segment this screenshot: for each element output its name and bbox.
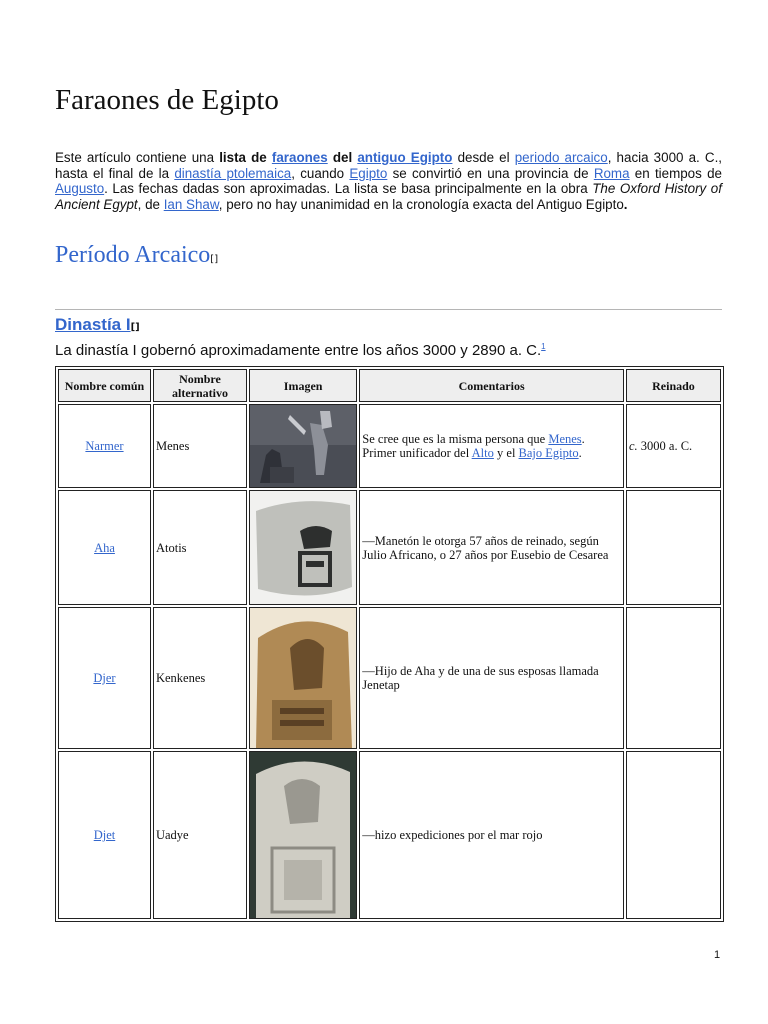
cell-alt: Uadye	[153, 751, 247, 919]
book-title: The Oxford History of Ancient Egypt	[55, 181, 722, 212]
cell-alt: Menes	[153, 404, 247, 488]
header-reinado: Reinado	[626, 369, 721, 402]
link-augusto[interactable]: Augusto	[55, 181, 105, 196]
intro-paragraph: Este artículo contiene una lista de faraones del antiguo Egipto desde el periodo arcaico, hacia 3000 a. C., hasta el final de la dinastía ptolemaica, cuando Egipto se convirtió en una provincia de Roma en tiempos de Augusto. Las fechas dadas son aproximadas. La lista se basa principalmente en la obra The Oxford History of Ancient Egypt, de Ian Shaw, pero no hay unanimidad en la cronología exacta del Antiguo Egipto.	[55, 150, 723, 212]
link-roma[interactable]: Roma	[593, 165, 630, 181]
table-row	[58, 751, 721, 919]
link-djet[interactable]: Djet	[93, 828, 116, 842]
edit-section-icon[interactable]: []	[210, 254, 219, 265]
reference-link[interactable]: 1	[541, 342, 546, 351]
cell-image	[249, 404, 357, 488]
header-comentarios: Comentarios	[359, 369, 624, 402]
dynasty-heading	[55, 315, 140, 335]
intro-bold: lista de faraones del antiguo Egipto	[219, 150, 453, 165]
header-nombre-comun: Nombre común	[58, 369, 151, 402]
link-periodo-arcaico[interactable]: periodo arcaico	[514, 150, 608, 165]
link-antiguo-egipto[interactable]: antiguo Egipto	[357, 150, 453, 165]
cell-comment: —hizo expediciones por el mar rojo	[359, 751, 624, 919]
dynasty-intro: La dinastía I gobernó aproximadamente entre los años 3000 y 2890 a. C.$^1$	[55, 342, 546, 359]
link-bajo-egipto[interactable]: Bajo Egipto	[518, 446, 579, 460]
cell-comment: —Hijo de Aha y de una de sus esposas llamada Jenetap	[359, 607, 624, 749]
cell-name	[58, 490, 151, 605]
link-ian-shaw[interactable]: Ian Shaw	[163, 196, 219, 212]
aha-label-image[interactable]	[250, 491, 356, 604]
link-aha[interactable]: Aha	[94, 540, 115, 555]
section-divider	[55, 309, 722, 310]
cell-image	[249, 490, 357, 605]
section-heading	[55, 242, 218, 269]
link-alto[interactable]: Alto	[471, 446, 494, 460]
pharaohs-table	[55, 366, 724, 922]
edit-dynasty-icon[interactable]: []	[130, 322, 140, 333]
link-djer[interactable]: Djer	[93, 671, 116, 685]
header-nombre-alternativo: Nombre alternativo	[153, 369, 247, 402]
cell-reign: c. 3000 a. C.	[626, 404, 721, 488]
table-row	[58, 490, 721, 605]
cell-image	[249, 607, 357, 749]
djer-stela-image[interactable]	[250, 608, 356, 748]
header-imagen: Imagen	[249, 369, 357, 402]
page-number: 1	[714, 949, 721, 961]
cell-alt: Kenkenes	[153, 607, 247, 749]
cell-name	[58, 607, 151, 749]
dynasty-heading-link[interactable]: Dinastía I	[55, 315, 131, 334]
cell-image	[249, 751, 357, 919]
link-dinastia-ptolemaica[interactable]: dinastía ptolemaica	[174, 165, 292, 181]
page-title: Faraones de Egipto	[55, 84, 279, 116]
table-row	[58, 607, 721, 749]
cell-comment: Se cree que es la misma persona que Menes. Primer unificador del Alto y el Bajo Egipto.	[359, 404, 624, 488]
link-faraones[interactable]: faraones	[271, 150, 328, 165]
table-header-row	[58, 369, 721, 402]
link-egipto[interactable]: Egipto	[349, 165, 388, 181]
cell-comment: —Manetón le otorga 57 años de reinado, según Julio Africano, o 27 años por Eusebio de Cesarea	[359, 490, 624, 605]
cell-alt: Atotis	[153, 490, 247, 605]
link-narmer[interactable]: Narmer	[85, 439, 124, 453]
narmer-palette-image[interactable]	[250, 405, 356, 487]
cell-reign	[626, 751, 721, 919]
table-row	[58, 404, 721, 488]
link-menes[interactable]: Menes	[548, 432, 582, 446]
section-heading-link[interactable]: Período Arcaico	[55, 242, 211, 268]
intro-text: Este artículo contiene una	[55, 150, 220, 165]
cell-reign	[626, 607, 721, 749]
cell-reign	[626, 490, 721, 605]
cell-name	[58, 404, 151, 488]
cell-name	[58, 751, 151, 919]
djet-stela-image[interactable]	[250, 752, 356, 918]
